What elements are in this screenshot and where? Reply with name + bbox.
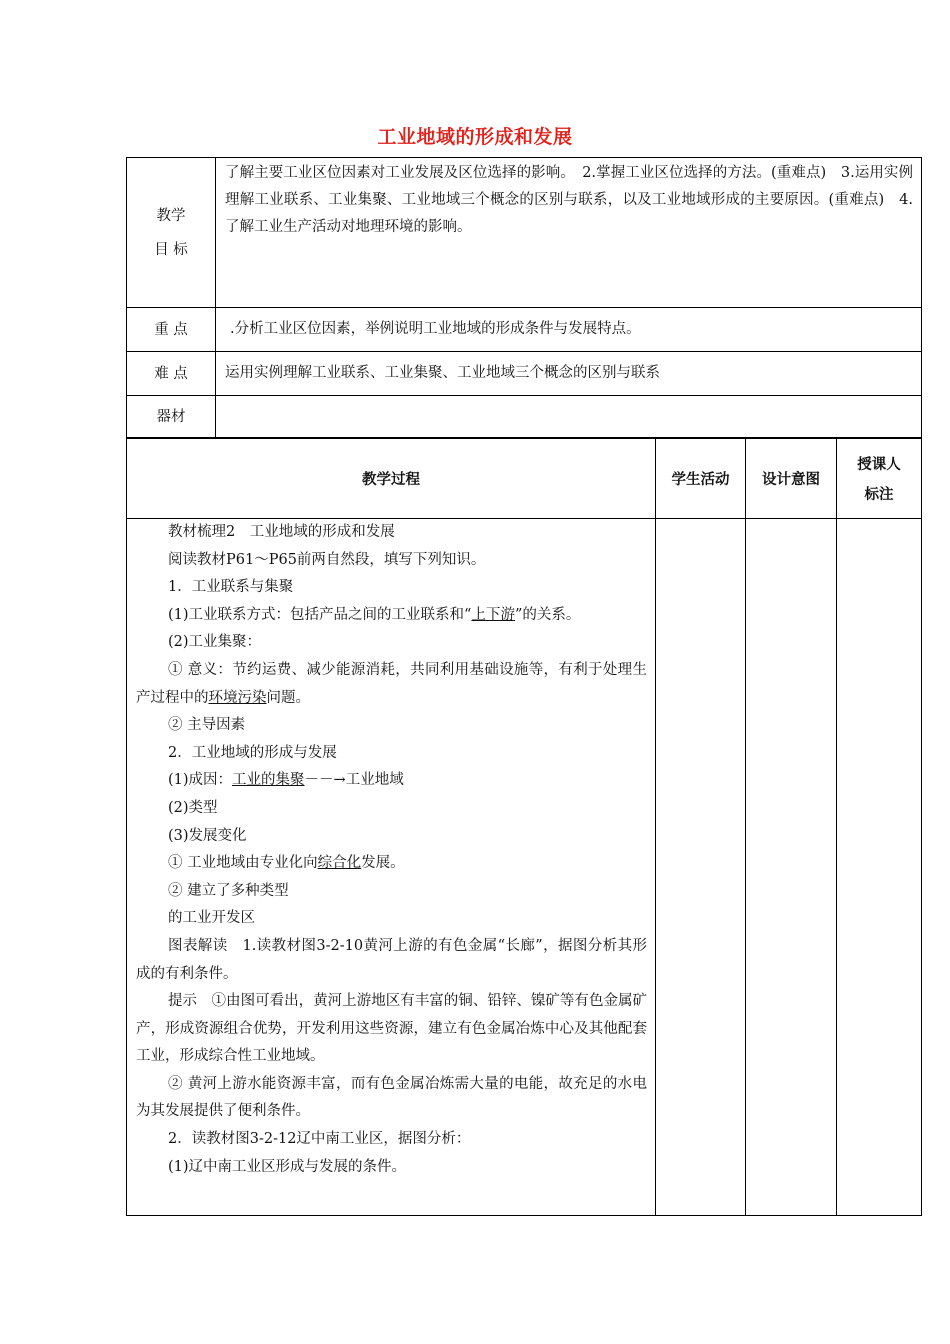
key-points-label: 重 点 [127, 308, 216, 352]
header-teacher-notes-line1: 授课人 [857, 457, 901, 473]
difficult-points-row [127, 352, 922, 396]
page-title: 工业地域的形成和发展 [377, 126, 573, 148]
process-header-row [127, 438, 922, 519]
design-intent-cell [746, 519, 837, 1216]
text-line [136, 657, 647, 712]
text-line: 阅读教材P61～P65前两自然段，填写下列知识。 [168, 551, 486, 568]
text-line: 图表解读 1.读教材图3-2-10黄河上游的有色金属“长廊”，据图分析其形成的有利条件。 [136, 937, 647, 982]
text-line: ② 主导因素 [168, 717, 246, 734]
materials-text [216, 396, 922, 439]
objectives-label-line2: 目 标 [154, 241, 188, 258]
text-line: ② 建立了多种类型 [168, 882, 289, 899]
process-content [127, 519, 656, 1216]
text-line: (2)工业集聚： [168, 634, 262, 651]
teacher-notes-cell [837, 519, 922, 1216]
process-body-row [127, 519, 922, 1216]
header-design-intent: 设计意图 [746, 438, 837, 519]
header-student-activity: 学生活动 [656, 438, 746, 519]
text-line: 提示 ①由图可看出，黄河上游地区有丰富的铜、铅锌、镍矿等有色金属矿产，形成资源组合优势，开发利用这些资源，建立有色金属冶炼中心及其他配套工业，形成综合性工业地域。 [136, 993, 647, 1065]
header-teacher-notes-line2: 标注 [864, 487, 894, 503]
materials-row [127, 396, 922, 439]
text-segment: ① 工业地域由专业化向 [168, 855, 318, 872]
materials-label: 器材 [127, 396, 216, 439]
objectives-label-line1: 教学 [156, 207, 186, 224]
text-line [136, 767, 647, 795]
text-segment: －－→工业地域 [304, 772, 404, 789]
text-line [136, 602, 647, 630]
text-segment: ”的关系。 [514, 606, 581, 623]
text-segment: (1)成因： [168, 772, 233, 789]
blank-answer: 综合化 [317, 855, 362, 872]
text-line: 的工业开发区 [168, 910, 255, 927]
text-line: 1．工业联系与集聚 [168, 579, 294, 596]
student-activity-cell [656, 519, 746, 1216]
header-teaching-process: 教学过程 [127, 438, 656, 519]
blank-answer: 工业的集聚 [232, 772, 305, 789]
text-line: 2．工业地域的形成与发展 [168, 744, 337, 761]
blank-answer: 环境污染 [208, 689, 267, 706]
text-line: ② 黄河上游水能资源丰富，而有色金属冶炼需大量的电能，故充足的水电为其发展提供了便利条件。 [136, 1075, 647, 1120]
text-line: (3)发展变化 [168, 827, 247, 844]
text-line [136, 850, 647, 878]
key-points-text: .分析工业区位因素，举例说明工业地域的形成条件与发展特点。 [230, 321, 641, 337]
blank-answer: 上下游 [471, 606, 515, 623]
text-line: 教材梳理2 工业地域的形成和发展 [168, 524, 395, 540]
text-segment: (1)工业联系方式：包括产品之间的工业联系和“ [168, 606, 472, 623]
difficult-points-text: 运用实例理解工业联系、工业集聚、工业地域三个概念的区别与联系 [225, 365, 660, 381]
objectives-row [127, 158, 922, 308]
objectives-label [127, 158, 216, 308]
objectives-text: 了解主要工业区位因素对工业发展及区位选择的影响。 2.掌握工业区位选择的方法。(重难点) 3.运用实例理解工业联系、工业集聚、工业地域三个概念的区别与联系，以及工业地域形成的主要原因。(重难点) 4.了解工业生产活动对地理环境的影响。 [225, 165, 913, 235]
process-table [126, 437, 922, 1216]
key-points-row [127, 308, 922, 352]
text-line: (2)类型 [168, 799, 218, 816]
header-teacher-notes [837, 438, 922, 519]
info-table [126, 157, 922, 439]
text-segment: ① 意义：节约运费、减少能源消耗，共同利用基础设施等，有利于处理生产过程中的 [136, 661, 647, 706]
text-line: 2．读教材图3-2-12辽中南工业区，据图分析： [168, 1131, 471, 1148]
text-line: (1)辽中南工业区形成与发展的条件。 [168, 1158, 407, 1175]
difficult-points-label: 难 点 [127, 352, 216, 396]
text-segment: 发展。 [361, 855, 405, 872]
text-segment: 问题。 [266, 689, 310, 706]
